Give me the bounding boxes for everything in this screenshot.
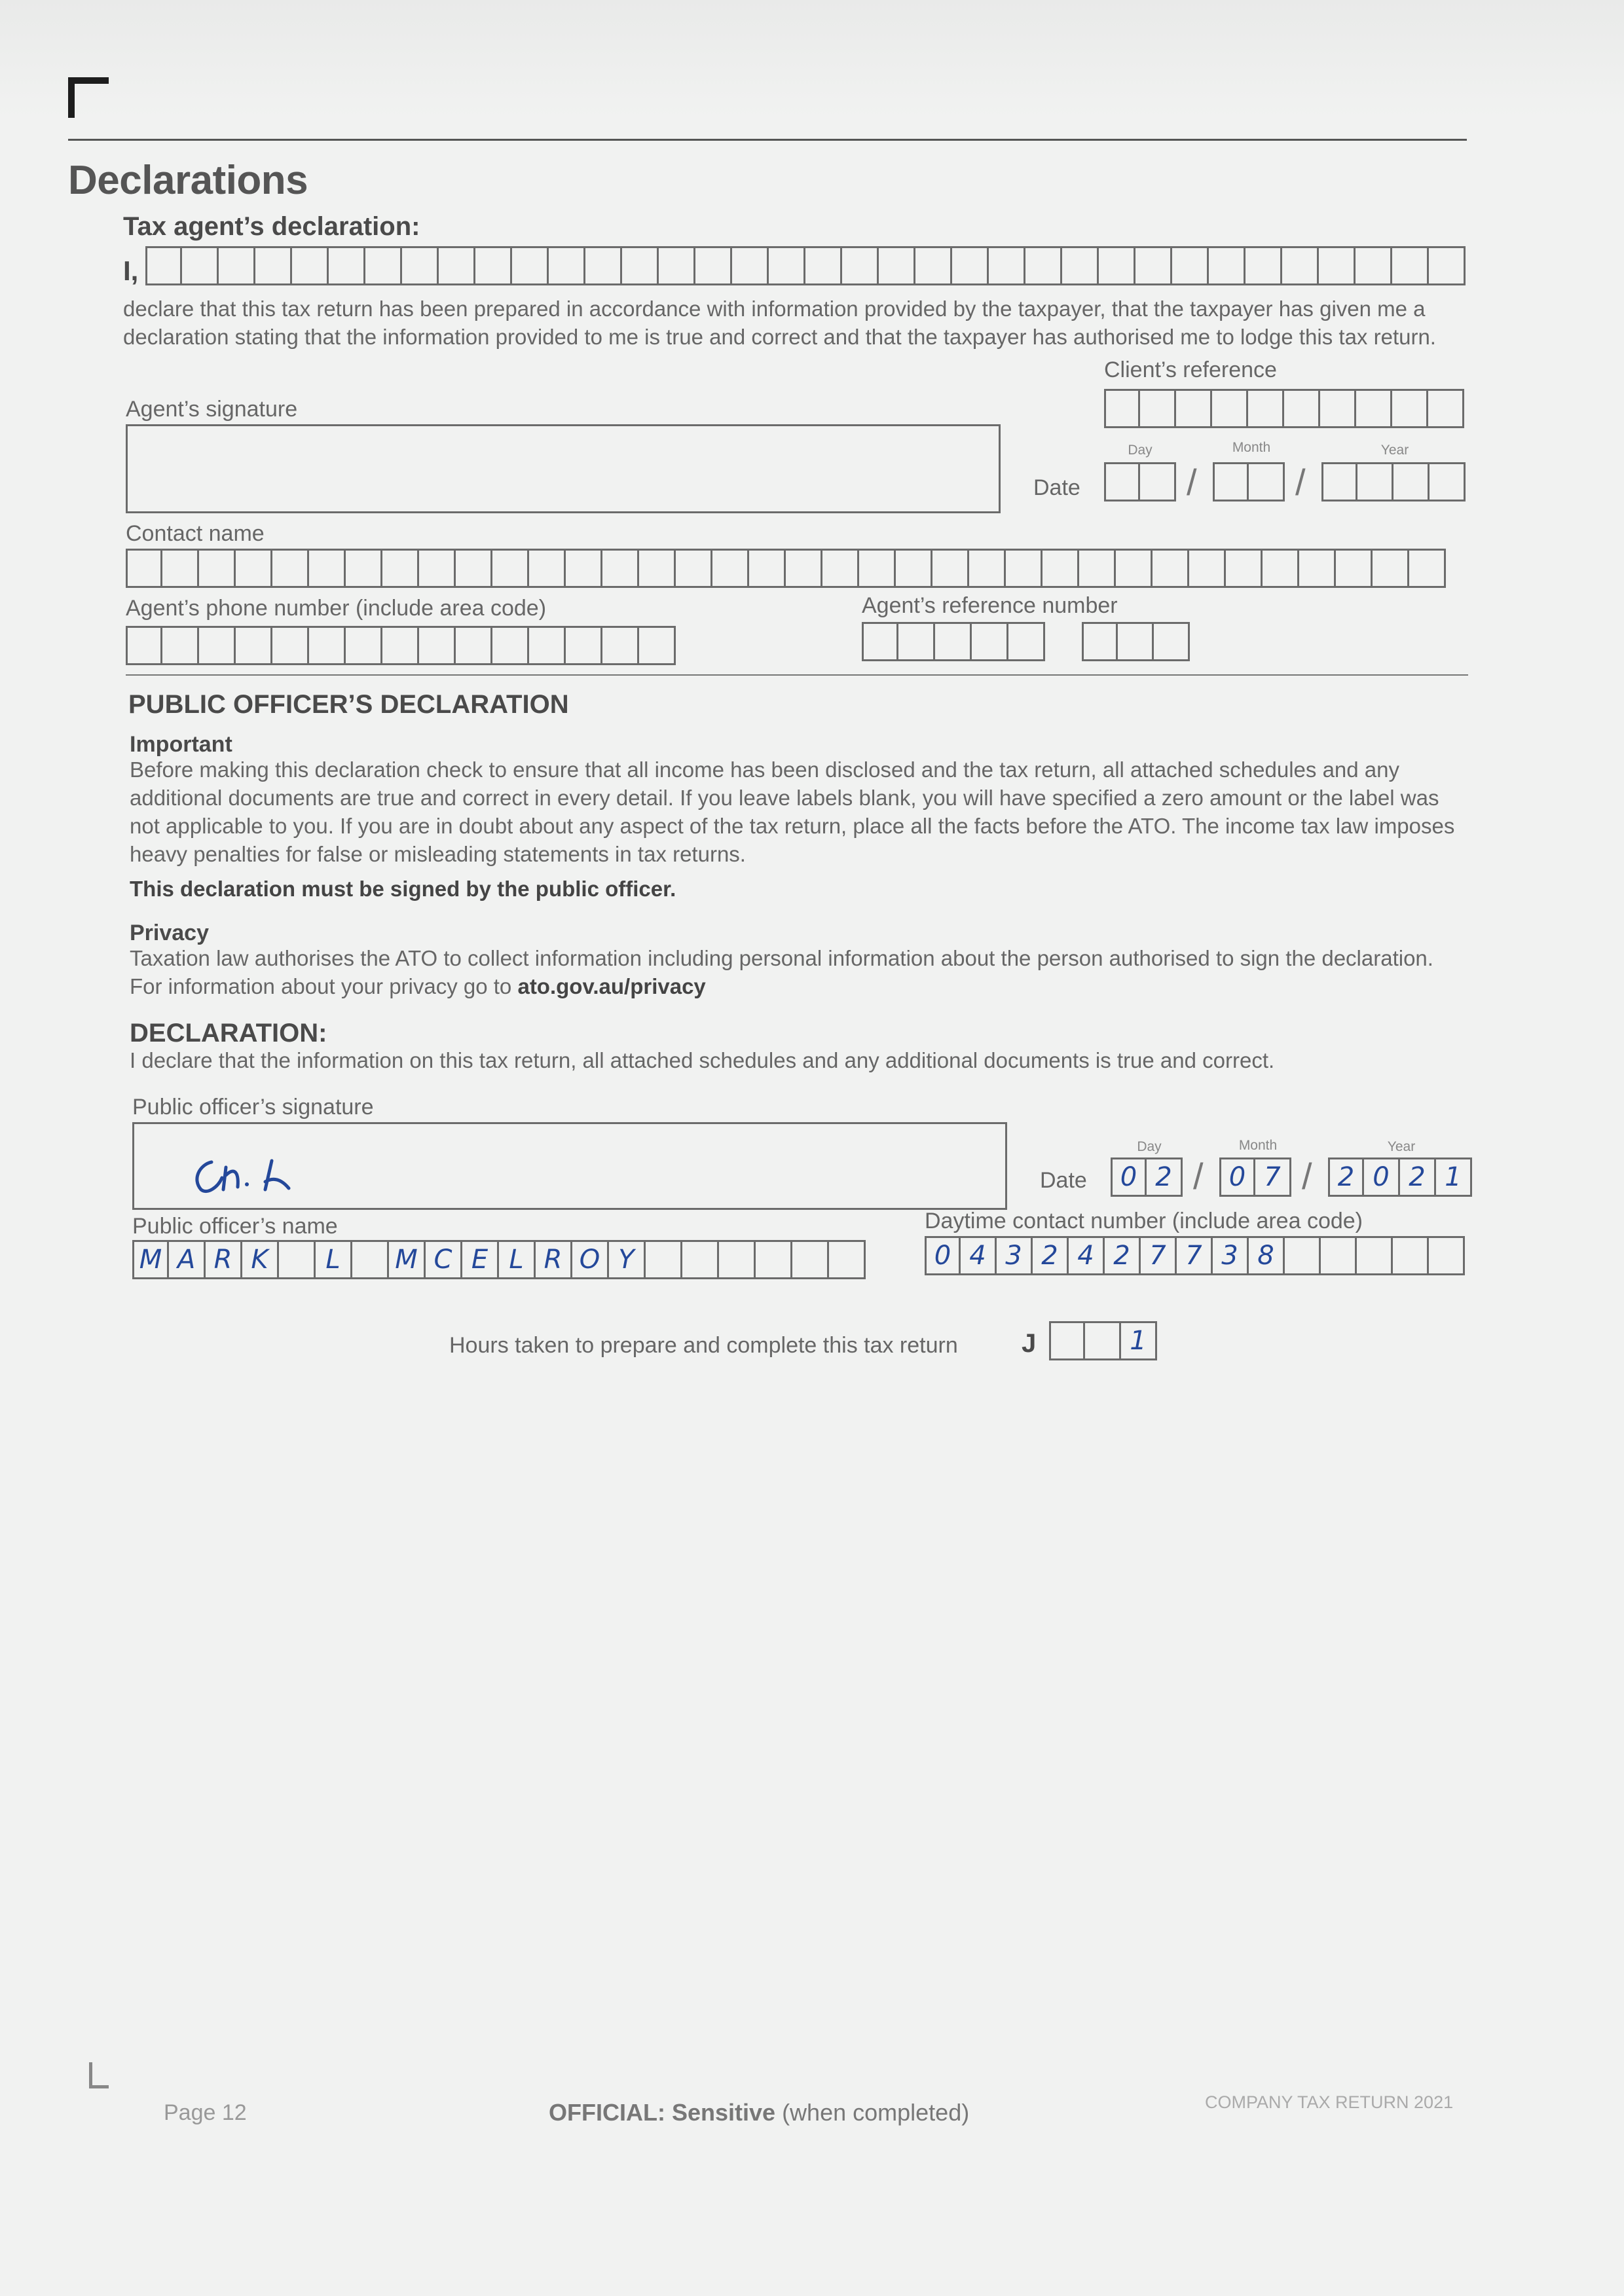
char-box[interactable] xyxy=(382,549,419,588)
char-box[interactable] xyxy=(682,1240,719,1279)
char-box[interactable]: 2 xyxy=(1033,1236,1069,1275)
char-box[interactable] xyxy=(236,626,272,665)
privacy-link[interactable]: ato.gov.au/privacy xyxy=(517,974,706,998)
char-box[interactable] xyxy=(329,246,365,285)
char-box[interactable] xyxy=(419,626,456,665)
char-box[interactable] xyxy=(602,549,639,588)
char-box[interactable] xyxy=(646,1240,682,1279)
registration-mark-top xyxy=(68,77,109,118)
char-box[interactable] xyxy=(126,626,162,665)
char-box[interactable] xyxy=(915,246,952,285)
char-box[interactable]: Y xyxy=(609,1240,646,1279)
footer-official-rest: (when completed) xyxy=(782,2099,970,2126)
char-box[interactable] xyxy=(1263,549,1299,588)
char-box[interactable] xyxy=(769,246,805,285)
agent-month-label: Month xyxy=(1232,440,1271,455)
char-box[interactable] xyxy=(1153,549,1189,588)
char-box[interactable] xyxy=(1213,462,1249,501)
privacy-heading: Privacy xyxy=(130,920,209,945)
char-box[interactable] xyxy=(566,626,602,665)
char-box[interactable] xyxy=(199,549,236,588)
char-box[interactable] xyxy=(1409,549,1446,588)
char-box[interactable]: L xyxy=(316,1240,352,1279)
char-box[interactable]: 2 xyxy=(1147,1157,1183,1197)
char-box[interactable] xyxy=(279,1240,316,1279)
char-box[interactable] xyxy=(749,549,786,588)
agent-date-year-boxes[interactable] xyxy=(1321,462,1466,501)
declaration-heading: DECLARATION: xyxy=(130,1019,327,1048)
char-box[interactable]: 1 xyxy=(1436,1157,1472,1197)
char-box[interactable] xyxy=(1176,389,1212,428)
char-box[interactable] xyxy=(1356,246,1392,285)
agent-signature-label: Agent’s signature xyxy=(126,397,298,422)
char-box[interactable]: 1 xyxy=(1121,1321,1157,1360)
officer-phone-label: Daytime contact number (include area code) xyxy=(925,1209,1363,1233)
privacy-text: Taxation law authorises the ATO to collect information including personal information about the person authorised to sign the declaration. For information about your privacy go to xyxy=(130,946,1433,998)
top-rule xyxy=(68,139,1467,141)
char-box[interactable] xyxy=(1135,246,1172,285)
char-box[interactable]: R xyxy=(536,1240,572,1279)
char-box[interactable] xyxy=(1116,549,1153,588)
privacy-paragraph xyxy=(130,944,1466,1000)
agent-reference-boxes-part1[interactable] xyxy=(862,622,1045,661)
scan-header-noise xyxy=(0,0,1624,118)
char-box[interactable] xyxy=(585,246,622,285)
char-box[interactable] xyxy=(1393,462,1430,501)
char-box[interactable]: 0 xyxy=(1364,1157,1400,1197)
char-box[interactable] xyxy=(1104,462,1140,501)
footer-form-name: COMPANY TAX RETURN 2021 xyxy=(1205,2092,1454,2112)
char-box[interactable] xyxy=(829,1240,866,1279)
char-box[interactable] xyxy=(512,246,549,285)
char-box[interactable]: 3 xyxy=(997,1236,1033,1275)
char-box[interactable] xyxy=(1373,549,1409,588)
i-prefix: I, xyxy=(123,255,139,286)
char-box[interactable] xyxy=(1209,246,1246,285)
char-box[interactable] xyxy=(602,626,639,665)
char-box[interactable]: 3 xyxy=(1213,1236,1249,1275)
officer-day-label: Day xyxy=(1137,1139,1162,1154)
char-box[interactable] xyxy=(898,622,935,661)
mid-rule xyxy=(126,674,1468,676)
hours-boxes[interactable] xyxy=(1049,1321,1157,1360)
char-box[interactable] xyxy=(1248,389,1284,428)
officer-date-label: Date xyxy=(1040,1168,1087,1193)
char-box[interactable]: 7 xyxy=(1141,1236,1177,1275)
char-box[interactable] xyxy=(1079,549,1116,588)
officer-date-month-boxes[interactable] xyxy=(1219,1157,1291,1197)
char-box[interactable] xyxy=(1246,246,1282,285)
char-box[interactable] xyxy=(1429,1236,1465,1275)
char-box[interactable] xyxy=(972,622,1008,661)
officer-month-label: Month xyxy=(1238,1138,1278,1153)
client-reference-label: Client’s reference xyxy=(1104,357,1277,382)
char-box[interactable]: L xyxy=(499,1240,536,1279)
char-box[interactable]: 2 xyxy=(1400,1157,1436,1197)
char-box[interactable] xyxy=(989,246,1025,285)
char-box[interactable] xyxy=(1118,622,1154,661)
char-box[interactable] xyxy=(382,626,419,665)
agent-date-label: Date xyxy=(1033,475,1080,500)
char-box[interactable] xyxy=(352,1240,389,1279)
char-box[interactable] xyxy=(1082,622,1118,661)
char-box[interactable] xyxy=(1099,246,1135,285)
agent-name-boxes[interactable] xyxy=(145,246,1466,285)
char-box[interactable] xyxy=(255,246,292,285)
char-box[interactable] xyxy=(219,246,255,285)
officer-date-year-boxes[interactable] xyxy=(1328,1157,1472,1197)
char-box[interactable] xyxy=(145,246,182,285)
client-reference-boxes[interactable] xyxy=(1104,389,1464,428)
char-box[interactable] xyxy=(639,626,676,665)
char-box[interactable] xyxy=(492,626,529,665)
char-box[interactable] xyxy=(1212,389,1248,428)
char-box[interactable]: 2 xyxy=(1105,1236,1141,1275)
char-box[interactable] xyxy=(475,246,512,285)
char-box[interactable]: 2 xyxy=(1328,1157,1364,1197)
char-box[interactable] xyxy=(1393,1236,1429,1275)
char-box[interactable]: K xyxy=(242,1240,279,1279)
char-box[interactable]: 7 xyxy=(1177,1236,1213,1275)
char-box[interactable] xyxy=(456,549,492,588)
char-box[interactable] xyxy=(712,549,749,588)
hours-label: Hours taken to prepare and complete this tax return xyxy=(449,1333,958,1358)
agent-date-month-boxes[interactable] xyxy=(1213,462,1285,501)
char-box[interactable] xyxy=(639,549,676,588)
officer-date-day-boxes[interactable] xyxy=(1111,1157,1183,1197)
agent-date-slash-2: / xyxy=(1295,462,1306,503)
officer-signature-box[interactable] xyxy=(132,1122,1007,1210)
tax-agent-heading: Tax agent’s declaration: xyxy=(123,212,420,241)
char-box[interactable]: M xyxy=(389,1240,426,1279)
char-box[interactable] xyxy=(1357,462,1393,501)
char-box[interactable] xyxy=(969,549,1006,588)
agent-phone-label: Agent’s phone number (include area code) xyxy=(126,596,547,621)
char-box[interactable] xyxy=(1321,462,1357,501)
important-text: Before making this declaration check to ensure that all income has been disclosed and the tax return, all attached schedules and any additional documents are true and correct in every detail. If you leave labels blank, you will have specified a zero amount or the label was not applicable to you. If you are in doubt about any aspect of the tax return, place all the facts before the ATO. The income tax law imposes heavy penalties for false or misleading statements in tax returns. xyxy=(130,757,1455,866)
char-box[interactable] xyxy=(1062,246,1099,285)
char-box[interactable]: 4 xyxy=(961,1236,997,1275)
char-box[interactable] xyxy=(162,626,199,665)
char-box[interactable] xyxy=(346,549,382,588)
char-box[interactable] xyxy=(1189,549,1226,588)
char-box[interactable] xyxy=(935,622,972,661)
char-box[interactable] xyxy=(1320,389,1356,428)
char-box[interactable] xyxy=(1226,549,1263,588)
char-box[interactable] xyxy=(456,626,492,665)
char-box[interactable] xyxy=(1249,462,1285,501)
agent-date-slash-1: / xyxy=(1187,462,1197,503)
char-box[interactable]: 0 xyxy=(925,1236,961,1275)
agent-date-day-boxes[interactable] xyxy=(1104,462,1176,501)
char-box[interactable] xyxy=(879,246,915,285)
char-box[interactable] xyxy=(695,246,732,285)
agent-signature-box[interactable] xyxy=(126,424,1001,513)
char-box[interactable]: 7 xyxy=(1255,1157,1291,1197)
officer-year-label: Year xyxy=(1387,1139,1416,1154)
agent-year-label: Year xyxy=(1380,443,1409,458)
footer-official xyxy=(549,2099,969,2126)
char-box[interactable] xyxy=(126,549,162,588)
char-box[interactable] xyxy=(1299,549,1336,588)
char-box[interactable] xyxy=(309,549,346,588)
char-box[interactable] xyxy=(182,246,219,285)
declaration-text: I declare that the information on this tax return, all attached schedules and any additional documents is true and correct. xyxy=(130,1048,1275,1072)
agent-day-label: Day xyxy=(1128,443,1153,458)
char-box[interactable] xyxy=(792,1240,829,1279)
char-box[interactable] xyxy=(365,246,402,285)
agent-reference-label: Agent’s reference number xyxy=(862,593,1118,618)
char-box[interactable] xyxy=(1172,246,1209,285)
char-box[interactable]: R xyxy=(206,1240,242,1279)
char-box[interactable] xyxy=(622,246,659,285)
char-box[interactable] xyxy=(492,549,529,588)
char-box[interactable] xyxy=(1321,1236,1357,1275)
char-box[interactable] xyxy=(439,246,475,285)
char-box[interactable] xyxy=(1049,1321,1085,1360)
char-box[interactable] xyxy=(896,549,932,588)
must-sign-text: This declaration must be signed by the public officer. xyxy=(130,877,676,901)
char-box[interactable] xyxy=(1428,389,1464,428)
char-box[interactable] xyxy=(272,626,309,665)
char-box[interactable]: E xyxy=(462,1240,499,1279)
char-box[interactable] xyxy=(1356,389,1392,428)
char-box[interactable] xyxy=(292,246,329,285)
officer-name-label: Public officer’s name xyxy=(132,1214,338,1239)
char-box[interactable] xyxy=(529,626,566,665)
char-box[interactable] xyxy=(1008,622,1045,661)
footer-official-bold: OFFICIAL: Sensitive xyxy=(549,2099,776,2126)
char-box[interactable] xyxy=(822,549,859,588)
char-box[interactable] xyxy=(1319,246,1356,285)
important-heading: Important xyxy=(130,732,232,757)
char-box[interactable] xyxy=(1025,246,1062,285)
char-box[interactable] xyxy=(1336,549,1373,588)
char-box[interactable]: M xyxy=(132,1240,169,1279)
section-title: Declarations xyxy=(68,158,308,203)
char-box[interactable] xyxy=(1282,246,1319,285)
agent-phone-boxes[interactable] xyxy=(126,626,676,665)
char-box[interactable] xyxy=(1154,622,1190,661)
char-box[interactable]: 0 xyxy=(1219,1157,1255,1197)
char-box[interactable] xyxy=(1284,389,1320,428)
char-box[interactable] xyxy=(1392,246,1429,285)
contact-name-boxes[interactable] xyxy=(126,549,1446,588)
char-box[interactable] xyxy=(1392,389,1428,428)
char-box[interactable] xyxy=(272,549,309,588)
char-box[interactable] xyxy=(1043,549,1079,588)
char-box[interactable] xyxy=(566,549,602,588)
contact-name-label: Contact name xyxy=(126,521,265,546)
char-box[interactable] xyxy=(199,626,236,665)
char-box[interactable] xyxy=(1357,1236,1393,1275)
hours-code: J xyxy=(1022,1329,1037,1358)
char-box[interactable] xyxy=(529,549,566,588)
public-officer-heading: PUBLIC OFFICER’S DECLARATION xyxy=(128,690,569,719)
char-box[interactable] xyxy=(236,549,272,588)
char-box[interactable] xyxy=(786,549,822,588)
char-box[interactable] xyxy=(1085,1321,1121,1360)
officer-signature-label: Public officer’s signature xyxy=(132,1095,374,1120)
agent-declaration-text: declare that this tax return has been prepared in accordance with information provided by the taxpayer, that the taxpayer has given me a declaration stating that the information provided to me is true and correct and that the taxpayer has authorised me to lodge this tax return. xyxy=(123,297,1436,349)
officer-name-boxes[interactable] xyxy=(132,1240,866,1279)
registration-mark-bottom xyxy=(89,2062,109,2088)
agent-reference-boxes-part2[interactable] xyxy=(1082,622,1190,661)
char-box[interactable] xyxy=(549,246,585,285)
char-box[interactable] xyxy=(346,626,382,665)
char-box[interactable] xyxy=(1006,549,1043,588)
char-box[interactable] xyxy=(676,549,712,588)
char-box[interactable] xyxy=(162,549,199,588)
char-box[interactable]: 0 xyxy=(1111,1157,1147,1197)
char-box[interactable] xyxy=(1429,246,1466,285)
char-box[interactable] xyxy=(402,246,439,285)
char-box[interactable] xyxy=(1140,389,1176,428)
char-box[interactable] xyxy=(1140,462,1176,501)
char-box[interactable] xyxy=(842,246,879,285)
char-box[interactable]: 4 xyxy=(1069,1236,1105,1275)
char-box[interactable] xyxy=(756,1240,792,1279)
char-box[interactable] xyxy=(1104,389,1140,428)
char-box[interactable] xyxy=(419,549,456,588)
char-box[interactable] xyxy=(732,246,769,285)
char-box[interactable] xyxy=(1430,462,1466,501)
char-box[interactable]: A xyxy=(169,1240,206,1279)
footer-page-number: Page 12 xyxy=(164,2100,247,2125)
char-box[interactable] xyxy=(952,246,989,285)
officer-date-slash-1: / xyxy=(1193,1156,1204,1197)
char-box[interactable]: 8 xyxy=(1249,1236,1285,1275)
char-box[interactable] xyxy=(805,246,842,285)
char-box[interactable] xyxy=(659,246,695,285)
officer-phone-boxes[interactable] xyxy=(925,1236,1465,1275)
handwritten-signature xyxy=(134,1124,1005,1208)
char-box[interactable] xyxy=(859,549,896,588)
officer-date-slash-2: / xyxy=(1302,1156,1312,1197)
char-box[interactable]: O xyxy=(572,1240,609,1279)
char-box[interactable] xyxy=(719,1240,756,1279)
char-box[interactable] xyxy=(1285,1236,1321,1275)
char-box[interactable] xyxy=(932,549,969,588)
char-box[interactable] xyxy=(862,622,898,661)
char-box[interactable]: C xyxy=(426,1240,462,1279)
char-box[interactable] xyxy=(309,626,346,665)
